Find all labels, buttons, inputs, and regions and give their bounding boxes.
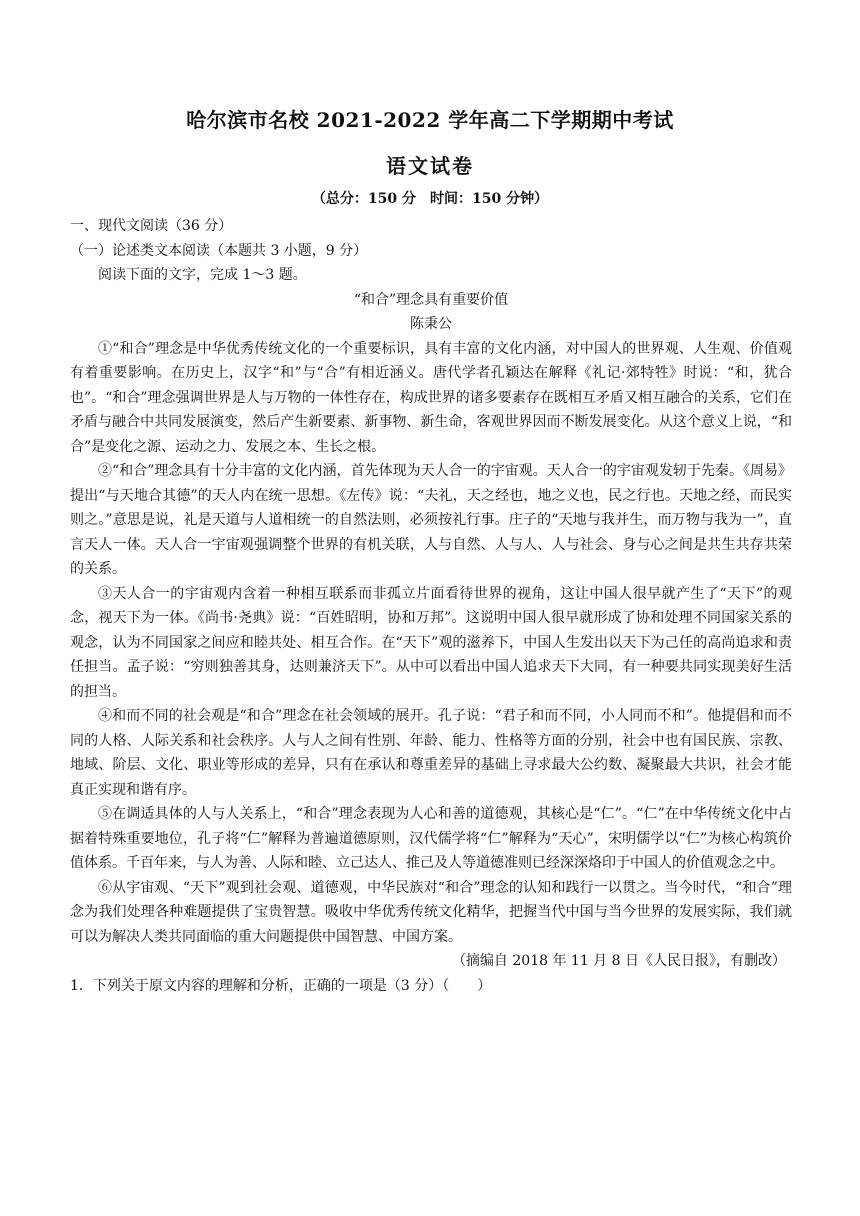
article-source: （摘编自 2018 年 11 月 8 日《人民日报》，有删改）	[451, 953, 786, 969]
question-1: 1．下列关于原文内容的理解和分析，正确的一项是（3 分）（ ）	[70, 977, 492, 994]
section-sub-heading: （一）论述类文本阅读（本题共 3 小题，9 分）	[70, 242, 368, 259]
exam-content	[70, 214, 792, 998]
article-paragraph-6: ⑥从宇宙观、“天下”观到社会观、道德观，中华民族对“和合”理念的认知和践行一以贯之。当今时代，“和合”理念为我们处理各种难题提供了宝贵智慧。吸收中华优秀传统文化精华，把握当代中国与当今世界的发展实际，我们就可以为解决人类共同面临的重大问题提供中国智慧、中国方案。	[70, 879, 792, 945]
exam-meta: （总分：150 分 时间：150 分钟）	[311, 191, 549, 207]
exam-title: 哈尔滨市名校 2021-2022 学年高二下学期期中考试	[186, 108, 674, 132]
article-paragraph-2: ②“和合”理念具有十分丰富的文化内涵，首先体现为天人合一的宇宙观。天人合一的宇宙观发轫于先秦。《周易》提出“与天地合其德”的天人内在统一思想。《左传》说：“夫礼，天之经也，地之义也，民之行也。天地之经，而民实则之。”意思是说，礼是天道与人道相统一的自然法则，必须按礼行事。庄子的“天地与我并生，而万物与我为一”，直言天人一体。天人合一宇宙观强调整个世界的有机关联，人与自然、人与人、人与社会、身与心之间是共生共存共荣的关系。	[70, 463, 792, 577]
article-title: “和合”理念具有重要价值	[353, 291, 509, 308]
exam-subject: 语文试卷	[386, 154, 474, 178]
section-heading: 一、现代文阅读（36 分）	[70, 218, 233, 234]
article-author: 陈秉公	[410, 316, 452, 332]
reading-instruction: 阅读下面的文字，完成 1～3 题。	[98, 267, 307, 283]
article-paragraph-3: ③天人合一的宇宙观内含着一种相互联系而非孤立片面看待世界的视角，这让中国人很早就产生了“天下”的观念，视天下为一体。《尚书·尧典》说：“百姓昭明，协和万邦”。这说明中国人很早就形成了协和处理不同国家关系的观念，认为不同国家之间应和睦共处、相互合作。在“天下”观的滋养下，中国人生发出以天下为己任的高尚追求和责任担当。孟子说：“穷则独善其身，达则兼济天下”。从中可以看出中国人追求天下大同，有一种要共同实现美好生活的担当。	[70, 585, 792, 700]
article-paragraph-4: ④和而不同的社会观是“和合”理念在社会领域的展开。孔子说：“君子和而不同，小人同而不和”。他提倡和而不同的人格、人际关系和社会秩序。人与人之间有性别、年龄、能力、性格等方面的分别，社会中也有国民族、宗教、地域、阶层、文化、职业等形成的差异，只有在承认和尊重差异的基础上寻求最大公约数、凝聚最大共识，社会才能真正实现和谐有序。	[70, 708, 792, 798]
article-paragraph-1: ①“和合”理念是中华优秀传统文化的一个重要标识，具有丰富的文化内涵，对中国人的世界观、人生观、价值观有着重要影响。在历史上，汉字“和”与“合”有相近涵义。唐代学者孔颖达在解释《礼记·郊特牲》时说：“和，犹合也”。“和合”理念强调世界是人与万物的一体性存在，构成世界的诸多要素存在既相互矛盾又相互融合的关系，它们在矛盾与融合中共同发展演变，然后产生新要素、新事物、新生命，客观世界因而不断发展变化。从这个意义上说，“和合”是变化之源、运动之力、发展之本、生长之根。	[70, 340, 792, 455]
article-paragraph-5: ⑤在调适具体的人与人关系上，“和合”理念表现为人心和善的道德观，其核心是“仁”。“仁”在中华传统文化中占据着特殊重要地位，孔子将“仁”解释为普遍道德原则，汉代儒学将“仁”解释为“天心”，宋明儒学以“仁”为核心构筑价值体系。千百年来，与人为善、人际和睦、立己达人、推己及人等道德准则已经深深烙印于中国人的价值观念之中。	[70, 806, 792, 871]
